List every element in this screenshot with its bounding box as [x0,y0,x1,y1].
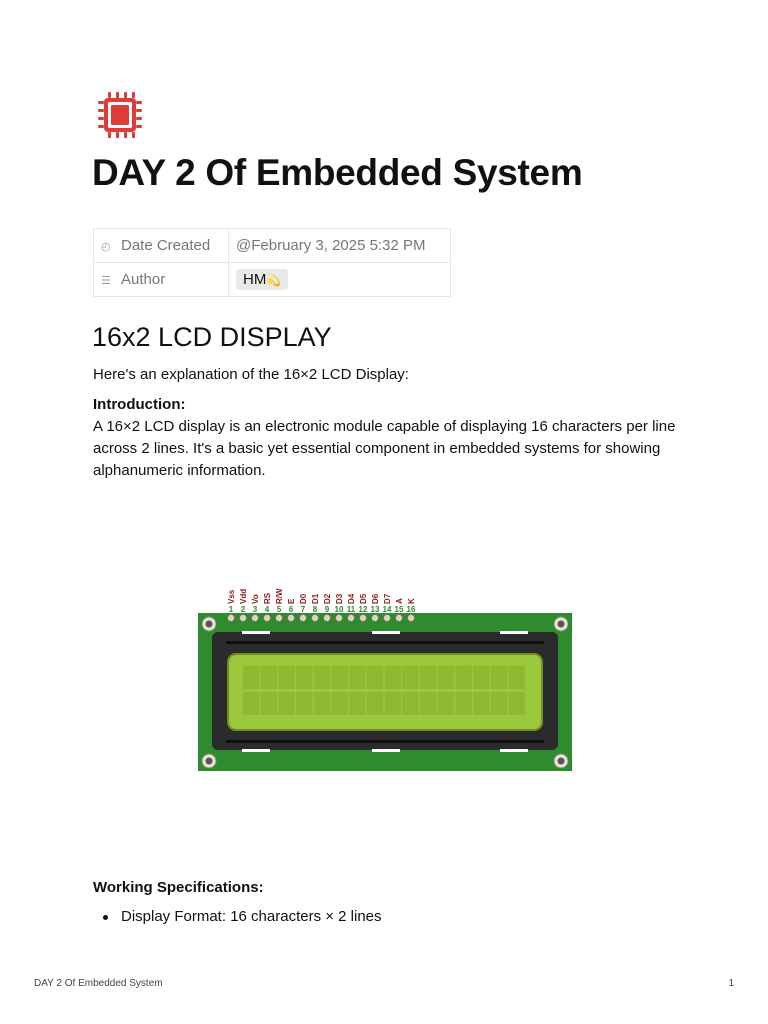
property-value-cell[interactable] [229,229,451,263]
pin-number: 11 [346,605,356,614]
character-cell [402,692,418,715]
character-cell [473,692,489,715]
character-cell [455,692,471,715]
pin-label: D4 [347,593,356,604]
character-cell [367,666,383,689]
page-title: DAY 2 Of Embedded System [92,152,583,193]
character-cell [367,692,383,715]
pin-pad [395,614,402,621]
character-cell [438,666,454,689]
pin-label: D3 [335,593,344,604]
pin-pad [275,614,282,621]
character-cell [420,666,436,689]
pin-pad [239,614,246,621]
pin-number: 9 [324,605,330,614]
character-cell [349,692,365,715]
pin-number: 3 [252,605,258,614]
pin-pad [227,614,234,621]
pin-number: 14 [382,605,392,614]
character-cell [509,666,525,689]
pin-number: 8 [312,605,318,614]
character-cell [278,666,294,689]
property-row-date-created [94,229,451,263]
pin-label: RS [263,592,272,604]
property-label: Author [121,271,166,288]
character-cell [314,666,330,689]
pin-number: 2 [240,605,246,614]
pin-pad [407,614,414,621]
property-row-author [94,263,451,297]
pin-label: Vo [251,594,260,604]
pin-pad [287,614,294,621]
pin-number: 5 [276,605,282,614]
pin-label: D1 [311,593,320,604]
footer-title: DAY 2 Of Embedded System [34,978,163,989]
pin-pad [335,614,342,621]
pin-label: D5 [359,593,368,604]
pin-number: 7 [300,605,306,614]
character-cell [349,666,365,689]
pin-pad [347,614,354,621]
pin-number: 13 [370,605,380,614]
character-cell [402,666,418,689]
pin-label: D0 [299,593,308,604]
pin-number: 4 [264,605,270,614]
character-cell [332,666,348,689]
pin-number: 10 [334,605,344,614]
list-icon: ☰ [101,274,111,287]
pin-pad [311,614,318,621]
pin-number: 15 [394,605,404,614]
character-cell [261,666,277,689]
section-heading: 16x2 LCD DISPLAY [92,322,332,352]
character-cell [314,692,330,715]
pin-label: D7 [383,593,392,604]
property-label: Date Created [121,237,211,254]
pin-number: 12 [358,605,368,614]
pin-label: R/W [275,588,284,604]
pin-label: K [407,598,416,604]
character-cell [296,666,312,689]
pin-label: A [395,598,404,604]
list-item [93,908,382,925]
property-name-cell [94,229,229,263]
character-cell [243,692,259,715]
list-item-text: Display Format: 16 characters × 2 lines [121,908,382,925]
pin-pad [371,614,378,621]
character-cell [509,692,525,715]
pin-number: 1 [228,605,234,614]
pin-pad [299,614,306,621]
character-cell [243,666,259,689]
pin-pad [359,614,366,621]
character-cell [332,692,348,715]
author-chip[interactable] [236,269,288,290]
date-created-value: @February 3, 2025 5:32 PM [236,237,426,254]
author-name: HM [243,271,267,288]
pin-label: Vss [227,589,236,604]
pin-label: E [287,598,296,604]
specifications-heading: Working Specifications: [93,879,264,896]
page-number: 1 [728,978,734,989]
intro-line: Here's an explanation of the 16×2 LCD Display: [93,366,409,383]
clock-icon: ◴ [101,240,111,253]
character-cell [261,692,277,715]
character-cell [438,692,454,715]
character-cell [473,666,489,689]
introduction-heading: Introduction: [93,396,186,413]
character-cell [278,692,294,715]
pin-pad [323,614,330,621]
character-cell [296,692,312,715]
character-cell [491,692,507,715]
pin-label: D2 [323,593,332,604]
pin-pad [263,614,270,621]
specifications-list [93,908,382,925]
pin-pad [383,614,390,621]
pin-pad [251,614,258,621]
bullet-icon [103,915,108,920]
introduction-paragraph: A 16×2 LCD display is an electronic module capable of displaying 16 characters per line across 2 lines. It's a basic yet essential component in embedded systems for showing alphanumeric information. [93,418,676,479]
character-cell [420,692,436,715]
property-name-cell [94,263,229,297]
pin-number: 6 [288,605,294,614]
properties-table [93,228,451,297]
pin-label: Vdd [239,588,248,604]
pin-number: 16 [406,605,416,614]
property-value-cell[interactable] [229,263,451,297]
character-cell [385,666,401,689]
character-cell [455,666,471,689]
character-cell [385,692,401,715]
character-cell [491,666,507,689]
lcd-module-image [196,584,574,774]
chip-icon [96,92,144,138]
dizzy-emoji-icon: 💫 [266,273,282,287]
pin-label: D6 [371,593,380,604]
